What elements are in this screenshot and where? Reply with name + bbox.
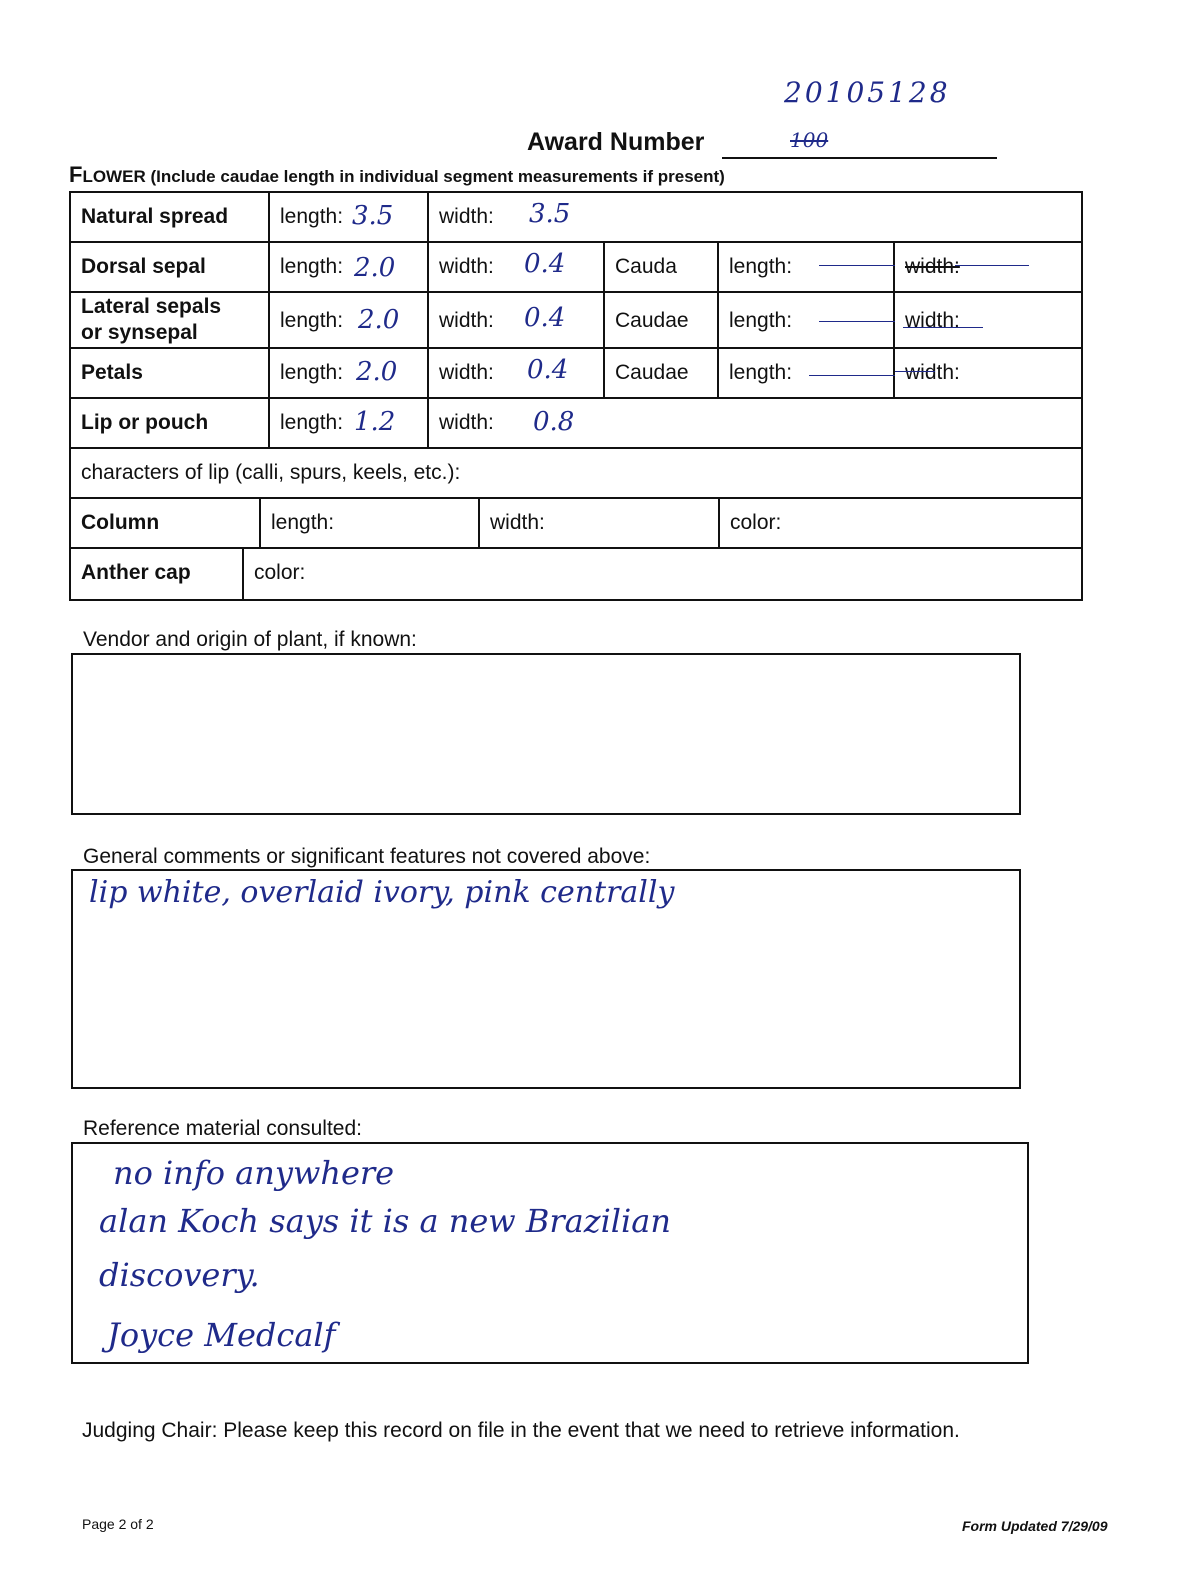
row-lip-or-pouch bbox=[71, 399, 1081, 449]
vendor-label: Vendor and origin of plant, if known: bbox=[83, 628, 417, 651]
dorsal-sepal-length-value: 2.0 bbox=[354, 253, 396, 283]
reference-line-3: discovery. bbox=[99, 1256, 260, 1294]
form-updated: Form Updated 7/29/09 bbox=[962, 1518, 1108, 1534]
width-label: width: bbox=[439, 411, 494, 434]
comments-box[interactable] bbox=[71, 869, 1021, 1089]
award-number-line bbox=[722, 157, 997, 159]
row-column bbox=[71, 499, 1081, 549]
row-dorsal-sepal bbox=[71, 243, 1081, 293]
length-label: length: bbox=[280, 361, 344, 384]
caudae-label: Caudae bbox=[615, 309, 689, 332]
natural-spread-width-value: 3.5 bbox=[529, 199, 571, 229]
reference-line-1: no info anywhere bbox=[113, 1154, 395, 1192]
flower-heading bbox=[69, 162, 725, 188]
caudae-width-label: width: bbox=[905, 361, 960, 384]
reference-line-2: alan Koch says it is a new Brazilian bbox=[99, 1202, 671, 1240]
anther-cap-label: Anther cap bbox=[81, 561, 191, 584]
caudae-width-strike bbox=[903, 327, 983, 328]
column-label: Column bbox=[81, 511, 160, 534]
petals-caudae-length-strike bbox=[809, 375, 895, 376]
flower-heading-first: F bbox=[69, 162, 83, 187]
lateral-sepals-width-value: 0.4 bbox=[524, 303, 566, 333]
width-label: width: bbox=[439, 205, 494, 228]
dorsal-sepal-label: Dorsal sepal bbox=[81, 255, 206, 278]
caudae-length-strike bbox=[819, 321, 895, 322]
award-number-handwritten: 20105128 bbox=[784, 76, 951, 109]
natural-spread-length-value: 3.5 bbox=[352, 201, 394, 231]
lip-label: Lip or pouch bbox=[81, 411, 209, 434]
flower-measurement-table bbox=[69, 191, 1083, 601]
award-number-label: Award Number bbox=[527, 128, 705, 156]
cauda-label: Cauda bbox=[615, 255, 677, 278]
column-color-label: color: bbox=[730, 511, 782, 534]
comments-text: lip white, overlaid ivory, pink centrally bbox=[89, 875, 675, 910]
length-label: length: bbox=[280, 309, 344, 332]
column-width-label: width: bbox=[490, 511, 545, 534]
column-length-label: length: bbox=[271, 511, 335, 534]
comments-label: General comments or significant features not covered above: bbox=[83, 845, 651, 868]
petals-caudae-width-strike bbox=[895, 371, 935, 372]
lip-width-value: 0.8 bbox=[533, 407, 575, 437]
cauda-width-label: width: bbox=[905, 255, 960, 278]
dorsal-sepal-width-value: 0.4 bbox=[524, 249, 566, 279]
petals-width-value: 0.4 bbox=[527, 355, 569, 385]
natural-spread-label: Natural spread bbox=[81, 205, 229, 228]
lateral-sepals-label-line1: Lateral sepals bbox=[81, 295, 222, 318]
caudae-width-label: width: bbox=[905, 309, 960, 332]
width-label: width: bbox=[439, 309, 494, 332]
lateral-sepals-label-line2: or synsepal bbox=[81, 321, 198, 344]
cauda-length-label: length: bbox=[729, 255, 793, 278]
width-label: width: bbox=[439, 255, 494, 278]
reference-label: Reference material consulted: bbox=[83, 1117, 362, 1140]
reference-box[interactable] bbox=[71, 1142, 1029, 1364]
petals-length-value: 2.0 bbox=[356, 357, 398, 387]
reference-signature: Joyce Medcalf bbox=[107, 1316, 336, 1354]
cauda-width-strike bbox=[955, 265, 1029, 266]
vendor-box[interactable] bbox=[71, 653, 1021, 815]
lateral-sepals-length-value: 2.0 bbox=[358, 305, 400, 335]
row-petals bbox=[71, 349, 1081, 399]
anther-cap-color-label: color: bbox=[254, 561, 306, 584]
length-label: length: bbox=[280, 411, 344, 434]
judging-chair-note: Judging Chair: Please keep this record on file in the event that we need to retrieve information. bbox=[82, 1419, 960, 1442]
caudae-label: Caudae bbox=[615, 361, 689, 384]
length-label: length: bbox=[280, 205, 344, 228]
caudae-length-label: length: bbox=[729, 361, 793, 384]
row-natural-spread bbox=[71, 193, 1081, 243]
award-number-crossed: 100 bbox=[790, 128, 829, 152]
flower-note: (Include caudae length in individual segment measurements if present) bbox=[150, 167, 725, 186]
page-number: Page 2 of 2 bbox=[82, 1516, 154, 1532]
flower-heading-rest: LOWER bbox=[82, 167, 146, 186]
lip-characters-label: characters of lip (calli, spurs, keels, etc.): bbox=[81, 461, 461, 484]
row-lip-characters bbox=[71, 449, 1081, 499]
lip-length-value: 1.2 bbox=[354, 407, 396, 437]
cauda-length-strike bbox=[819, 265, 895, 266]
caudae-length-label: length: bbox=[729, 309, 793, 332]
row-anther-cap bbox=[71, 549, 1081, 599]
petals-label: Petals bbox=[81, 361, 143, 384]
row-lateral-sepals bbox=[71, 293, 1081, 349]
width-label: width: bbox=[439, 361, 494, 384]
length-label: length: bbox=[280, 255, 344, 278]
